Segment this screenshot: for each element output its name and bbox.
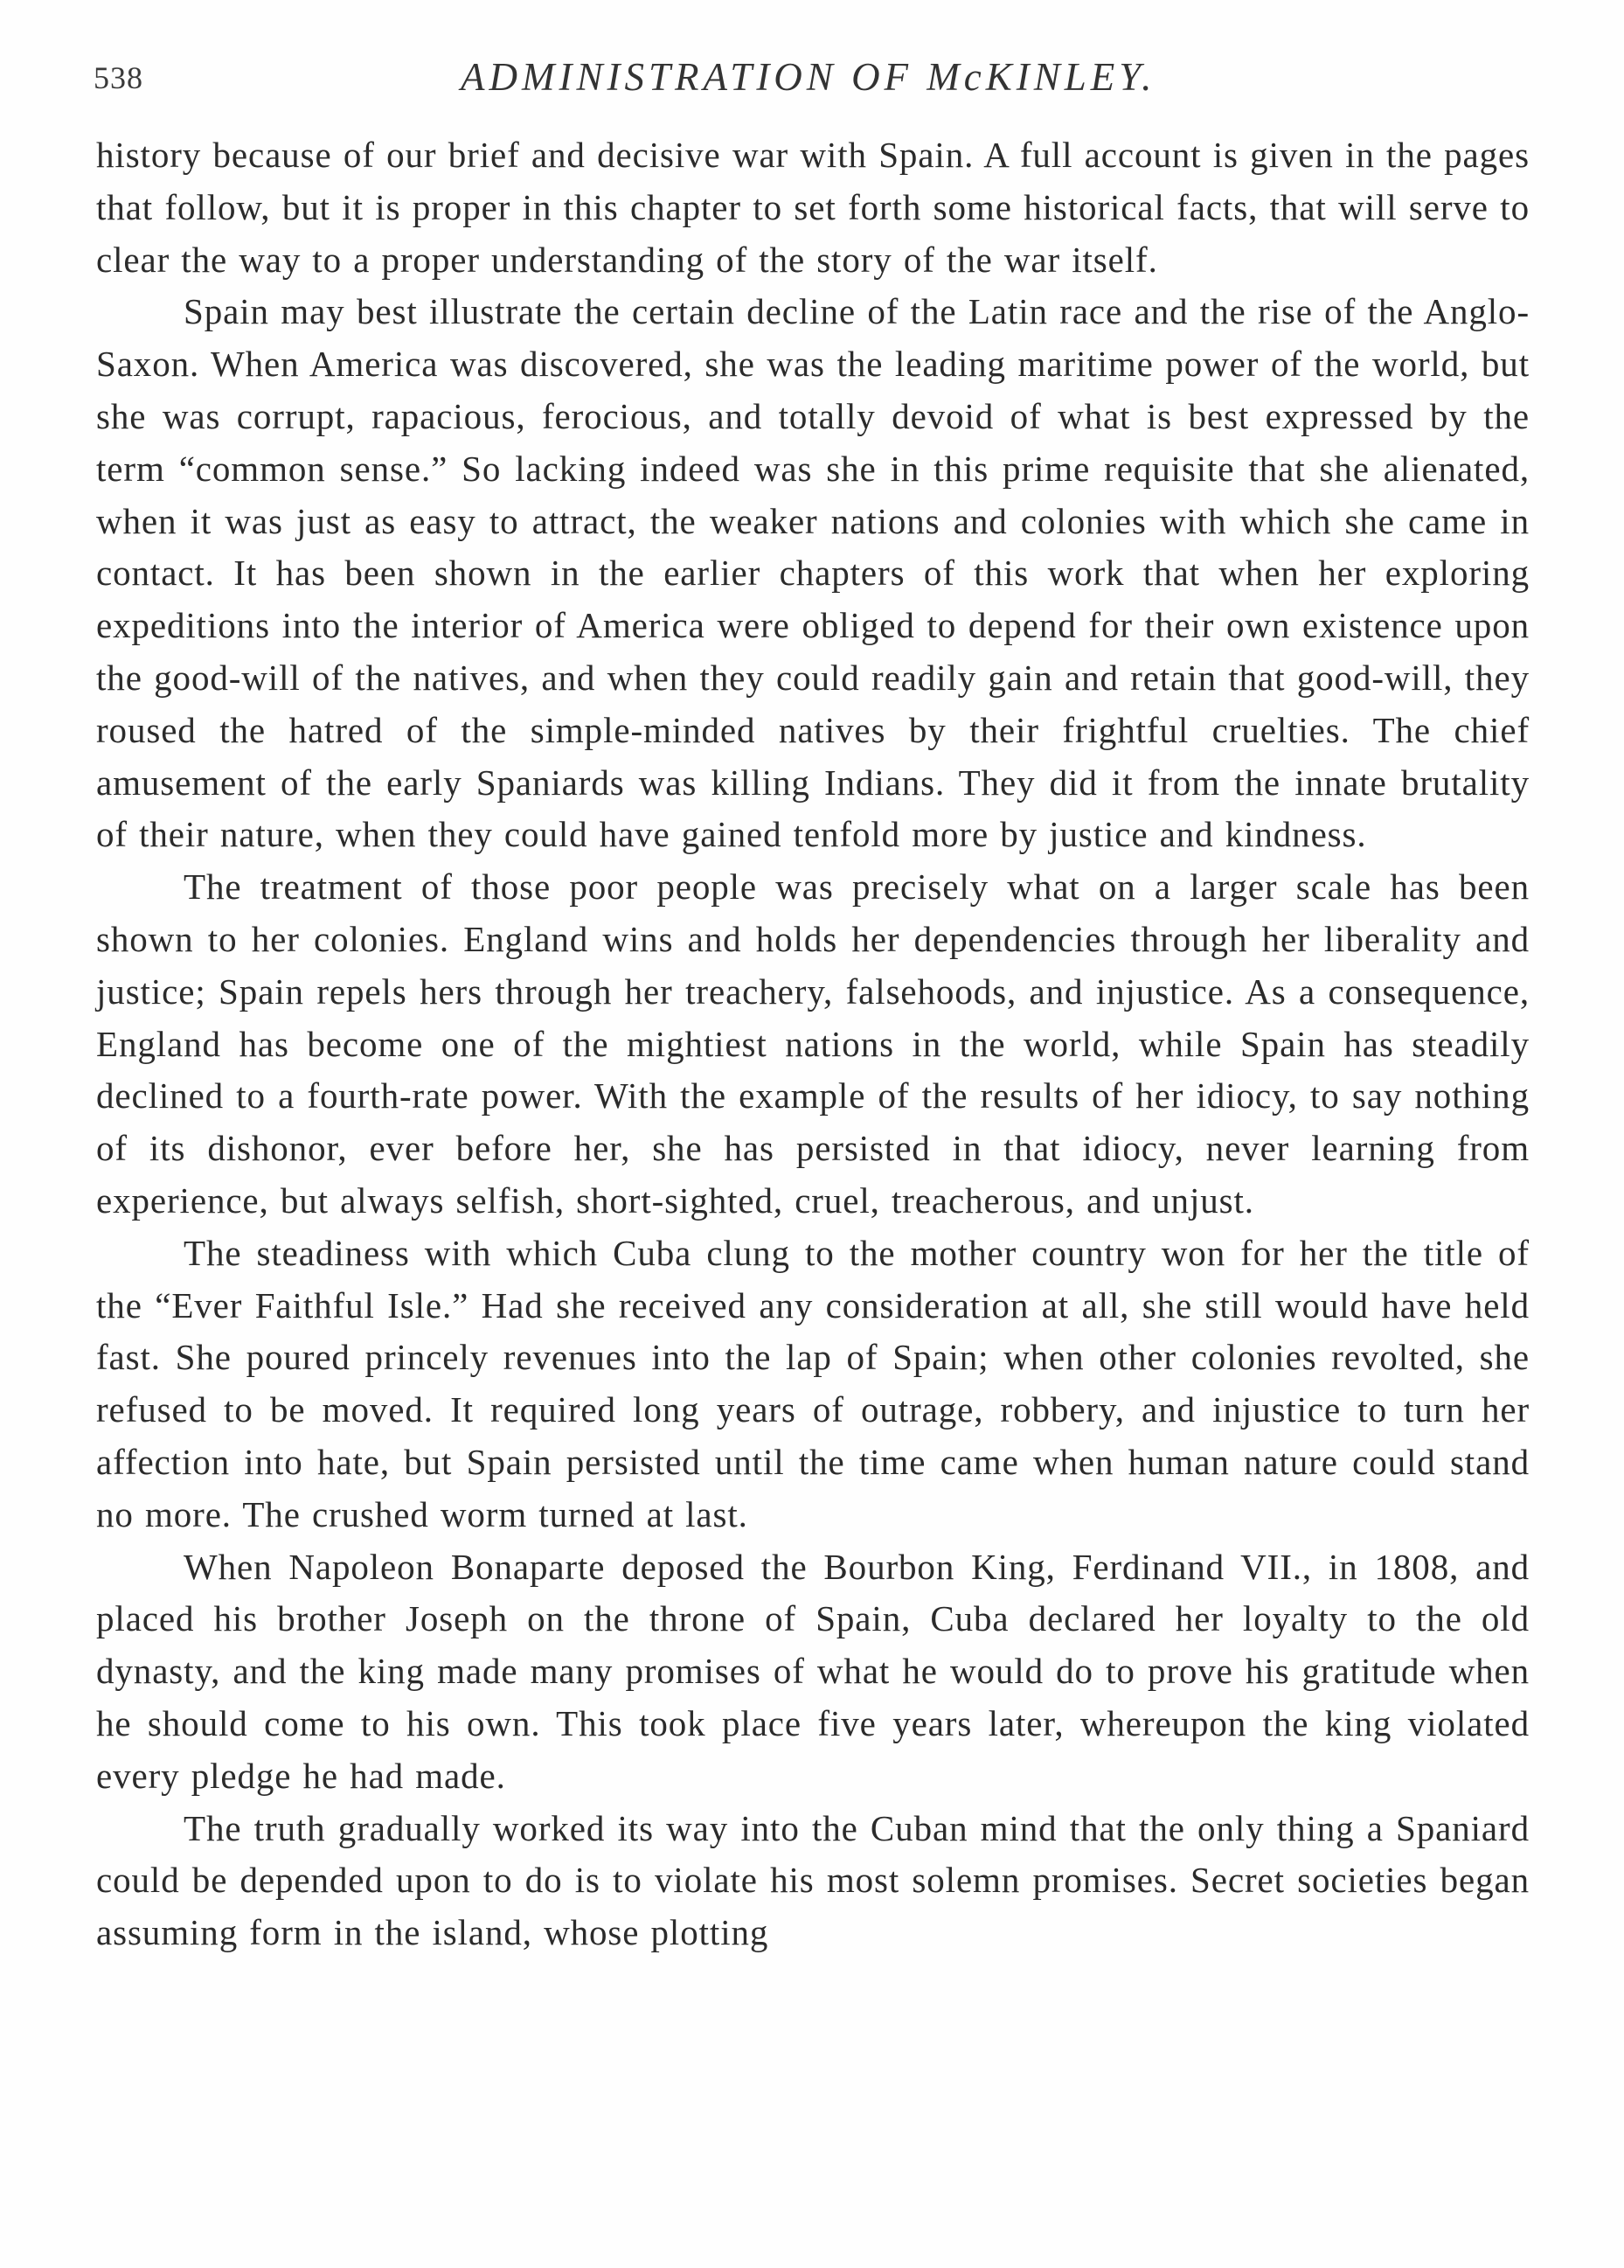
paragraph-ever-faithful-isle: The steadiness with which Cuba clung to the mother country won for her the title of the “Ever Faithful Isle.” Had she received any consideration at all, she still would have held fast. She poured princely revenues into the lap of Spain; when other colonies revolted, she refused to be moved. It required long years of outrage, robbery, and injustice to turn her affection into hate, but Spain persisted until the time came when human nature could stand no more. The crushed worm turned at last. (96, 1232, 1530, 1534)
running-head (94, 54, 1527, 107)
body-text (96, 129, 1530, 1959)
paragraph-colonies-treatment: The treatment of those poor people was precisely what on a larger scale has been shown to her colonies. England wins and holds her dependencies through her liberality and justice; Spain repels hers through her treachery, falsehoods, and injustice. As a consequence, England has become one of the mightiest nations in the world, while Spain has steadily declined to a fourth-rate power. With the example of the results of her idiocy, to say nothing of its dishonor, ever before her, she has persisted in that idiocy, never learning from experience, but always selfish, short-sighted, cruel, treacherous, and unjust. (96, 866, 1530, 1221)
paragraph-continuation: history because of our brief and decisive war with Spain. A full account is given in the pages that follow, but it is proper in this chapter to set forth some historical facts, that will serve to clear the way to a proper understanding of the story of the war itself. (96, 135, 1530, 280)
paragraph-napoleon: When Napoleon Bonaparte deposed the Bourbon King, Ferdinand VII., in 1808, and placed his brother Joseph on the throne of Spain, Cuba declared her loyalty to the old dynasty, and the king made many promises of what he would do to prove his gratitude when he should come to his own. This took place five years later, whereupon the king violated every pledge he had made. (96, 1546, 1530, 1796)
paragraph-spain-decline: Spain may best illustrate the certain decline of the Latin race and the rise of the Anglo-Saxon. When America was discovered, she was the leading maritime power of the world, but she was corrupt, rapacious, ferocious, and totally devoid of what is best expressed by the term “common sense.” So lacking indeed was she in this prime requisite that she alienated, when it was just as easy to attract, the weaker nations and colonies with which she came in contact. It has been shown in the earlier chapters of this work that when her exploring expeditions into the interior of America were obliged to depend for their own existence upon the good-will of the natives, and when they could readily gain and retain that good-will, they roused the hatred of the simple-minded natives by their frightful cruelties. The chief amusement of the early Spaniards was killing Indians. They did it from the innate brutality of their nature, when they could have gained tenfold more by justice and kindness. (96, 291, 1530, 855)
page-number: 538 (94, 60, 143, 95)
running-title: ADMINISTRATION OF McKINLEY. (461, 55, 1156, 99)
paragraph-secret-societies: The truth gradually worked its way into the Cuban mind that the only thing a Spaniard could be depended upon to do is to violate his most solemn promises. Secret societies began assuming form in the island, whose plotting (96, 1807, 1530, 1953)
